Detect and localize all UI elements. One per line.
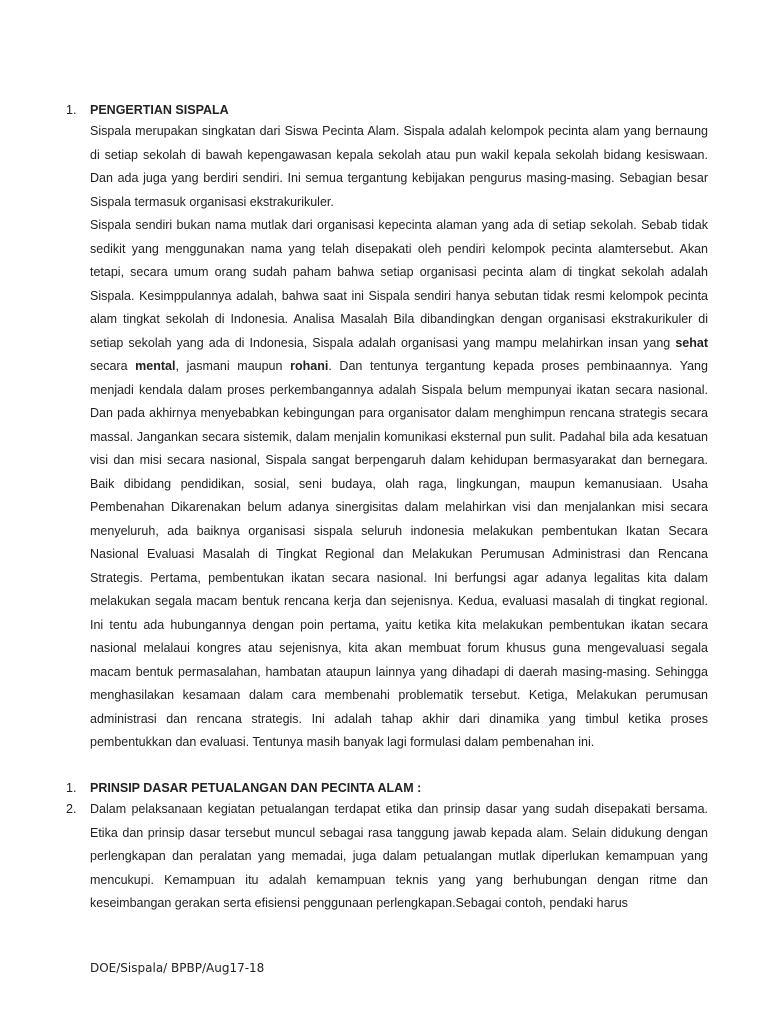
section-heading [66,780,708,796]
list-number: 2. [66,802,77,816]
list-number: 1. [66,781,77,795]
paragraph: Dalam pelaksanaan kegiatan petualangan terdapat etika dan prinsip dasar yang sudah disepakati bersama. Etika dan prinsip dasar tersebut muncul sebagai rasa tanggung jawab kepada alam. Selain didukung dengan perlengkapan dan peralatan yang memadai, juga dalam petualangan mutlak diperlukan kemampuan yang mencukupi. Kemampuan itu adalah kemampuan teknis yang yang berhubungan dengan ritme dan keseimbangan gerakan serta efisiensi penggunaan perlengkapan.Sebagai contoh, pendaki harus [90,802,708,910]
paragraph-text: secara [90,359,128,373]
list-number: 1. [66,103,77,117]
list-item [66,798,708,916]
bold-term: rohani [290,359,329,373]
paragraph-text: , jasmani maupun [175,359,283,373]
paragraph-text: Sispala sendiri bukan nama mutlak dari organisasi kepecinta alaman yang ada di setiap sekolah. Sebab tidak sedikit yang menggunakan nama yang telah disepakati oleh pendiri kelompok pecinta alamtersebut. Akan tetapi, secara umum orang sudah paham bahwa setiap organisasi pecinta alam di tingkat sekolah adalah Sispala. Kesimppulannya adalah, bahwa saat ini Sispala sendiri hanya sebutan tidak resmi kelompok pecinta alam tingkat sekolah di Indonesia. Analisa Masalah Bila dibandingkan dengan organisasi ekstrakurikuler di setiap sekolah yang ada di Indonesia, Sispala adalah organisasi yang mampu melahirkan insan yang [90,218,708,350]
section-body [90,120,708,755]
section-title: PENGERTIAN SISPALA [90,103,229,117]
paragraph: Sispala merupakan singkatan dari Siswa Pecinta Alam. Sispala adalah kelompok pecinta alam yang bernaung di setiap sekolah di bawah kepengawasan kepala sekolah atau pun wakil kepala sekolah bidang kesiswaan. Dan ada juga yang berdiri sendiri. Ini semua tergantung kebijakan pengurus masing-masing. Sebagian besar Sispala termasuk organisasi ekstrakurikuler. [90,124,708,209]
section-heading [66,102,708,118]
bold-term: sehat [675,335,708,350]
page-footer: DOE/Sispala/ BPBP/Aug17-18 [90,961,265,975]
section-pengertian-sispala [66,102,708,755]
section-title: PRINSIP DASAR PETUALANGAN DAN PECINTA ALAM : [90,781,422,795]
paragraph-text: . Dan tentunya tergantung kepada proses pembinaannya. Yang menjadi kendala dalam proses perkembangannya adalah Sispala belum mempunyai ikatan secara nasional. Dan pada akhirnya menyebabkan kebingungan para organisator dalam menghimpun rencana strategis secara massal. Jangankan secara sistemik, dalam menjalin komunikasi eksternal pun sulit. Padahal bila ada kesatuan visi dan misi secara nasional, Sispala sangat berpengaruh dalam kehidupan bermasyarakat dan bernegara. Baik dibidang pendidikan, sosial, seni budaya, olah raga, lingkungan, maupun kemanusiaan. Usaha Pembenahan Dikarenakan belum adanya sinergisitas dalam melahirkan visi dan menjalankan misi secara menyeluruh, ada baiknya organisasi sispala seluruh indonesia melakukan pembentukan Ikatan Secara Nasional Evaluasi Masalah di Tingkat Regional dan Melakukan Perumusan Administrasi dan Rencana Strategis. Pertama, pembentukan ikatan secara nasional. Ini berfungsi agar adanya legalitas kita dalam melakukan segala macam bentuk rencana kerja dan sejenisnya. Kedua, evaluasi masalah di tingkat regional. Ini tentu ada hubungannya dengan poin pertama, yaitu ketika kita melakukan pembentukan ikatan secara nasional melalaui kongres atau sejenisnya, kita akan membuat forum khusus guna mengevaluasi segala macam bentuk permasalahan, hambatan ataupun lainnya yang dihadapi di daerah masing-masing. Sehingga menghasilakan kesamaan dalam cara membenahi problematik tersebut. Ketiga, Melakukan perumusan administrasi dan rencana strategis. Ini adalah tahap akhir dari dinamika yang timbul ketika proses pembentukkan dan evaluasi. Tentunya masih banyak lagi formulasi dalam pembenahan ini. [90,359,708,749]
section-prinsip-dasar [66,780,708,916]
paragraph [90,214,708,755]
bold-term: mental [135,359,176,373]
